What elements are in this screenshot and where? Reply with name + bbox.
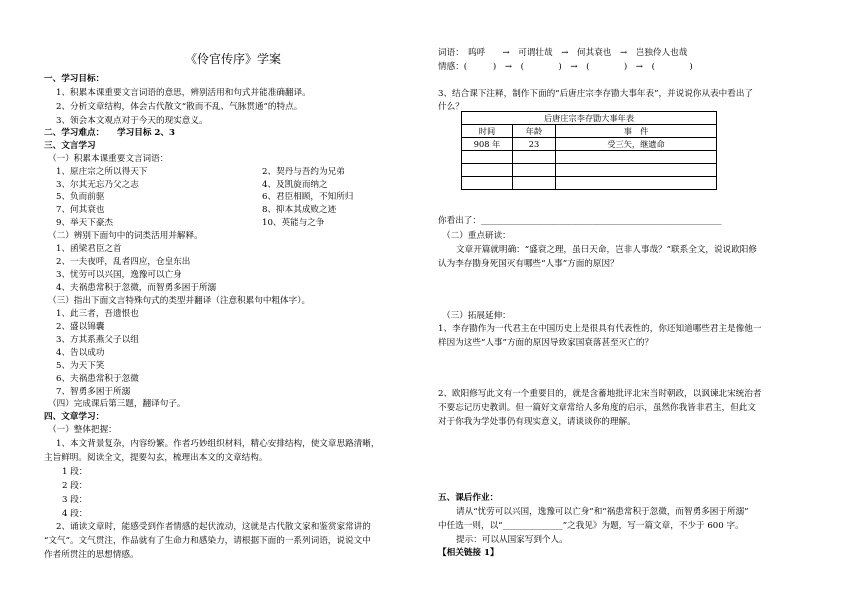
right-line: （二）重点研读：: [442, 231, 511, 241]
left-line: 1、本文背景复杂，内容纷繁。作者巧妙组织材料，精心安排结构，使文章思路清晰，: [56, 439, 380, 449]
right-line: 情感：( ) → ( ) → ( ) → ( ): [438, 62, 693, 72]
right-line: 你看出了：________________________________________________________: [438, 216, 722, 226]
left-line: 2 段：: [62, 481, 88, 491]
table-row: [462, 151, 717, 164]
table-header: 年龄: [513, 125, 556, 138]
left-line: 5、为天下笑: [56, 361, 105, 371]
right-line: 3、结合课下注释，制作下面的“后唐庄宗李存勖大事年表”，并说说你从表中看出了: [438, 89, 754, 99]
left_col2-line: 2、契丹与吾约为兄弟: [262, 167, 345, 177]
left_col2-line: 4、及凯旋而纳之: [262, 180, 328, 190]
right-line: 不要忘记历史教训。但一篇好文章常给人多角度的启示，虽然你我皆非君主，但此文: [438, 403, 756, 413]
left-line: 1、函梁君臣之首: [56, 244, 122, 254]
right-line: 文章开篇就明确：“盛衰之理，虽曰天命，岂非人事哉？”联系全文，说说欧阳修: [456, 245, 757, 255]
right-line: （三）拓展延伸：: [442, 311, 511, 321]
table-row: [462, 164, 717, 177]
left-line: 二、学习难点： 学习目标 2、3: [44, 128, 175, 138]
right-line: 请从“忧劳可以兴国，逸豫可以亡身”和“祸患常积于忽微，而智勇多困于所溺”: [456, 507, 749, 517]
left-line: 一、学习目标：: [44, 74, 105, 84]
left-line: 2、一夫夜呼，乱者四应，仓皇东出: [56, 257, 191, 267]
left-line: 四、文章学习：: [44, 412, 105, 422]
right-line: 五、课后作业：: [438, 493, 499, 503]
right-line: 【相关链接 1】: [438, 548, 499, 558]
left-line: 4 段：: [62, 509, 88, 519]
left_col2-line: 10、英能与之争: [262, 218, 325, 228]
left-line: 3、领会本文观点对于今天的现实意义。: [56, 116, 208, 126]
left-line: 3 段：: [62, 495, 88, 505]
right-line: 提示：可以从国家写到个人。: [456, 535, 568, 545]
left-line: 2、盛以锦囊: [56, 322, 105, 332]
right-line: 对于你我为学处事仍有现实意义，请谈谈你的理解。: [438, 417, 636, 427]
left_col2-line: 8、抑本其成败之迹: [262, 205, 337, 215]
left-line: 3、方其系燕父子以组: [56, 335, 139, 345]
left-line: 1、原庄宗之所以得天下: [56, 167, 148, 177]
right-line: 认为李存勖身死国灭有哪些“人事”方面的原因？: [438, 259, 619, 269]
table-cell: 908 年: [462, 138, 513, 151]
left-line: 2、诵读文章时，能感受到作者情感的起伏流动，这就是古代散文家和鉴赏家常讲的: [56, 522, 371, 532]
left-line: （一）整体把握：: [48, 425, 117, 435]
left-line: 三、文言学习: [44, 141, 96, 151]
table-cell: 23: [513, 138, 556, 151]
left_col2-line: 6、君臣相顾，不知所归: [262, 192, 354, 202]
left-line: “文气”。文气贯注，作品就有了生命力和感染力，请根据下面的一系列词语，说说文中: [44, 536, 371, 546]
left-line: 主旨鲜明。阅读全文，提要勾玄，梳理出本文的文章结构。: [44, 453, 268, 463]
page-title: 《伶官传序》学案: [185, 52, 282, 66]
right-line: 样因为这些“人事”方面的原因导致家国衰落甚至灭亡的？: [438, 338, 654, 348]
right-line: 什么？: [438, 102, 464, 112]
right-line: 中任选一则，以“______________”之我见》为题，写一篇文章，不少于 600 字。: [438, 521, 744, 531]
left-line: 4、夫祸患常积于忽微，而智勇多困于所溺: [56, 283, 217, 293]
left-line: 3、忧劳可以兴国，逸豫可以亡身: [56, 270, 182, 280]
left-line: 7、智勇多困于所溺: [56, 387, 131, 397]
left-line: 1、积累本课重要文言词语的意思，辨别活用和句式并能准确翻译。: [56, 88, 311, 98]
left-line: 3、尔其无忘乃父之志: [56, 180, 139, 190]
right-line: 2、欧阳修写此文有一个重要目的，就是含蓄地批评北宋当时朝政，以讽谏北宋统治者: [438, 389, 762, 399]
left-line: （四）完成课后第三题，翻译句子。: [48, 399, 186, 409]
left-line: 6、夫祸患常积于忽微: [56, 374, 139, 384]
table-header: 事 件: [556, 125, 717, 138]
left-line: （二）辨别下面句中的词类活用并解释。: [48, 231, 203, 241]
left-line: 1、此三者，吾遗恨也: [56, 309, 139, 319]
right-line: 词语： 呜呼 → 可谓壮哉 → 何其衰也 → 岂独伶人也哉: [438, 48, 688, 58]
left-line: 作者所贯注的思想情感。: [44, 550, 139, 560]
left-line: （三）指出下面文言特殊句式的类型并翻译（注意积累句中粗体字）。: [48, 296, 311, 306]
table-row: [462, 138, 717, 151]
table-header: 时间: [462, 125, 513, 138]
table-cell: 受三矢，继遗命: [556, 138, 717, 151]
left-line: 1 段：: [62, 467, 88, 477]
chronology-table: [461, 111, 717, 190]
table-row: [462, 177, 717, 190]
right-line: 1、李存勖作为一代君主在中国历史上是很具有代表性的，你还知道哪些君主是像他一: [438, 324, 762, 334]
table-caption: 后唐庄宗李存勖大事年表: [462, 112, 717, 125]
left-line: 9、举天下豪杰: [56, 218, 114, 228]
left-line: 5、负而前驱: [56, 192, 105, 202]
left-line: 7、何其衰也: [56, 205, 105, 215]
left-line: （一）积累本课重要文言词语：: [48, 154, 169, 164]
left-line: 2、分析文章结构，体会古代散文“散而不乱、气脉贯通”的特点。: [56, 102, 303, 112]
left-line: 4、告以成功: [56, 348, 105, 358]
